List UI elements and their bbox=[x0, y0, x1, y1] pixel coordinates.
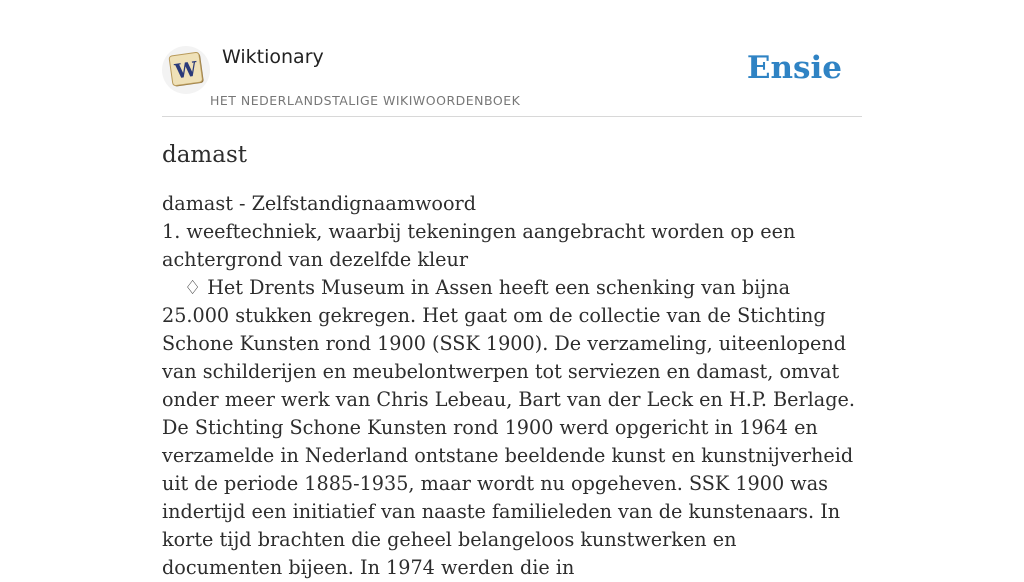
wiktionary-logo-icon[interactable] bbox=[162, 46, 210, 94]
logo-letter: W bbox=[173, 56, 199, 84]
entry-definition: 1. weeftechniek, waarbij tekeningen aangebracht worden op een achtergrond van dezelfde kleur bbox=[162, 220, 796, 271]
ensie-brand-logo[interactable]: Ensie bbox=[746, 50, 842, 86]
entry-headline: damast - Zelfstandignaamwoord bbox=[162, 192, 476, 215]
site-title[interactable]: Wiktionary bbox=[222, 46, 324, 68]
entry-example bbox=[162, 274, 862, 582]
site-subtitle: HET NEDERLANDSTALIGE WIKIWOORDENBOEK bbox=[210, 93, 521, 108]
example-diamond-icon: ♢ bbox=[184, 276, 202, 299]
entry-word-title: damast bbox=[162, 142, 248, 168]
header bbox=[162, 40, 862, 117]
example-text: Het Drents Museum in Assen heeft een schenking van bijna 25.000 stukken gekregen. Het gaat om de collectie van de Stichting Schone Kunsten rond 1900 (SSK 1900). De verzameling, uiteenlopend van schilderijen en meubelontwerpen tot serviezen en damast, omvat onder meer werk van Chris Lebeau, Bart van der Leck en H.P. Berlage. De Stichting Schone Kunsten rond 1900 werd opgericht in 1964 en verzamelde in Nederland ontstane beeldende kunst en kunstnijverheid uit de periode 1885-1935, maar wordt nu opgeheven. SSK 1900 was indertijd een initiatief van naaste familieleden van de kunstenaars. In korte tijd brachten die geheel belangeloos kunstwerken en documenten bijeen. In 1974 werden die in bbox=[162, 276, 855, 579]
entry-content bbox=[162, 130, 862, 582]
